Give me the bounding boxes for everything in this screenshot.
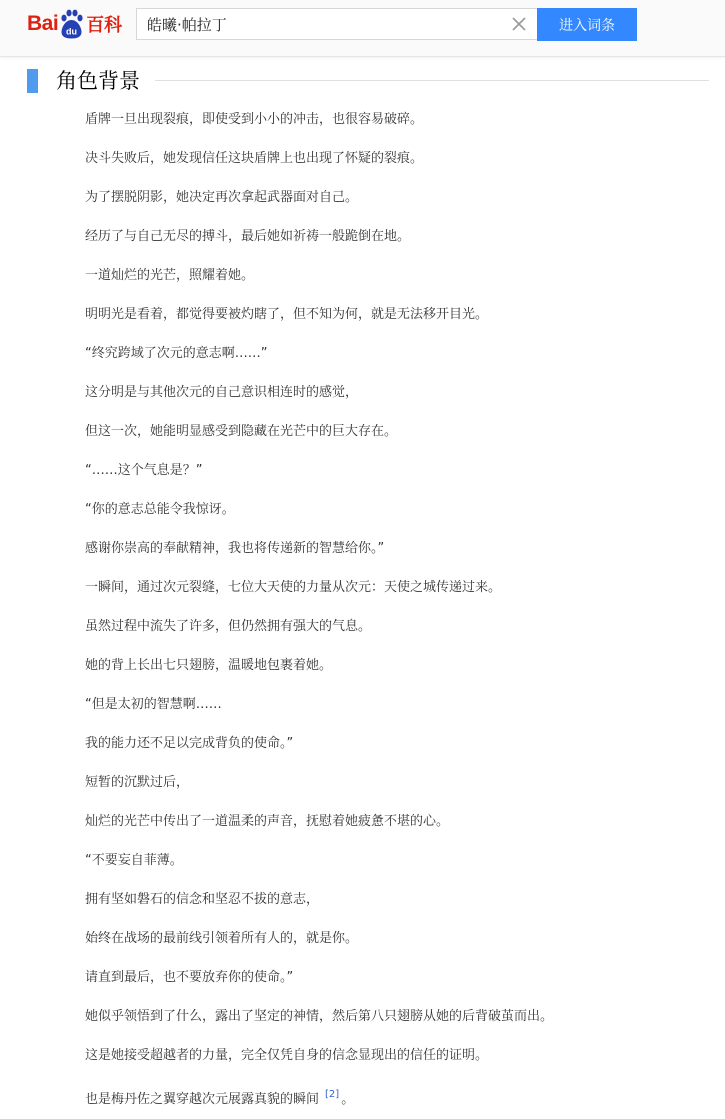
search-input[interactable] (137, 9, 497, 39)
paragraph: 她的背上长出七只翅膀，温暖地包裹着她。 (85, 658, 333, 673)
paragraph: 为了摆脱阴影，她决定再次拿起武器面对自己。 (85, 190, 359, 205)
paragraph: 感谢你崇高的奉献精神，我也将传递新的智慧给你。” (85, 541, 385, 556)
search-box (136, 8, 537, 40)
paragraph: 盾牌一旦出现裂痕，即使受到小小的冲击，也很容易破碎。 (85, 112, 424, 127)
logo-text-bai: Bai (27, 12, 59, 35)
paragraph: “不要妄自菲薄。 (85, 853, 183, 868)
paragraph: 请直到最后，也不要放弃你的使命。” (85, 970, 294, 985)
enter-entry-button[interactable]: 进入词条 (537, 8, 637, 41)
paragraph: 我的能力还不足以完成背负的使命。” (85, 736, 294, 751)
reference-link[interactable]: [2] (325, 1089, 340, 1100)
paragraph: 一道灿烂的光芒，照耀着她。 (85, 268, 255, 283)
paragraph: 始终在战场的最前线引领着所有人的，就是你。 (85, 931, 359, 946)
top-header (0, 0, 725, 57)
paragraph: 经历了与自己无尽的搏斗，最后她如祈祷一般跪倒在地。 (85, 229, 411, 244)
paragraph-text: 也是梅丹佐之翼穿越次元展露真貌的瞬间 (85, 1092, 320, 1107)
paragraph: 灿烂的光芒中传出了一道温柔的声音，抚慰着她疲惫不堪的心。 (85, 814, 450, 829)
paragraph: 拥有坚如磐石的信念和坚忍不拔的意志， (85, 892, 320, 907)
paragraph: “终究跨域了次元的意志啊……” (85, 346, 268, 361)
paragraph: “你的意志总能令我惊讶。 (85, 502, 235, 517)
section-divider (155, 80, 709, 81)
logo-paw-text: du (66, 26, 78, 37)
paragraph-tail: 。 (341, 1092, 355, 1107)
baidu-baike-logo[interactable] (27, 6, 122, 42)
paragraph: 虽然过程中流失了许多，但仍然拥有强大的气息。 (85, 619, 372, 634)
baidu-paw-icon (59, 8, 84, 40)
paragraph: 明明光是看着，都觉得要被灼瞎了，但不知为何，就是无法移开目光。 (85, 307, 489, 322)
paragraph: 她似乎领悟到了什么，露出了坚定的神情，然后第八只翅膀从她的后背破茧而出。 (85, 1009, 554, 1024)
paragraph: 短暂的沉默过后， (85, 775, 190, 790)
paragraph: 一瞬间，通过次元裂缝，七位大天使的力量从次元：天使之城传递过来。 (85, 580, 502, 595)
section-header (27, 66, 709, 96)
section-marker (27, 69, 38, 93)
close-icon[interactable] (509, 14, 529, 34)
paragraph-last (85, 1075, 705, 1114)
logo-text-baike: 百科 (86, 15, 123, 35)
section-content (85, 100, 705, 1114)
paragraph: 决斗失败后，她发现信任这块盾牌上也出现了怀疑的裂痕。 (85, 151, 424, 166)
paragraph: 但这一次，她能明显感受到隐藏在光芒中的巨大存在。 (85, 424, 398, 439)
section-title: 角色背景 (56, 69, 140, 93)
paragraph: “……这个气息是？” (85, 463, 203, 478)
paragraph: “但是太初的智慧啊…… (85, 697, 222, 712)
paragraph: 这是她接受超越者的力量，完全仅凭自身的信念显现出的信任的证明。 (85, 1048, 489, 1063)
paragraph: 这分明是与其他次元的自己意识相连时的感觉， (85, 385, 359, 400)
